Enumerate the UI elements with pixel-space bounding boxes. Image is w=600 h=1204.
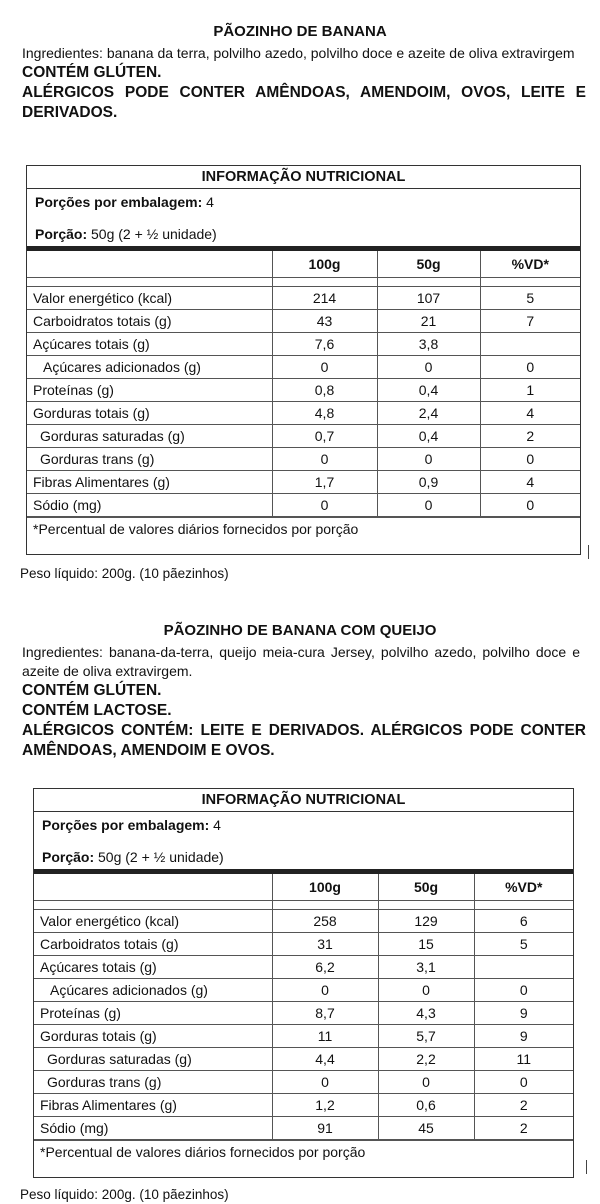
nutrient-value: 258	[272, 910, 378, 933]
nutrient-name: Valor energético (kcal)	[27, 287, 272, 310]
table-row	[27, 425, 580, 448]
nutrient-value: 4	[480, 402, 580, 425]
nutrient-value: 1	[480, 379, 580, 402]
portion-size-label: Porção:	[35, 226, 88, 242]
spacer-row	[27, 278, 580, 287]
nutrient-value: 9	[474, 1002, 573, 1025]
nutrient-value: 3,1	[378, 956, 474, 979]
column-header	[27, 251, 272, 278]
nutrient-value: 4,3	[378, 1002, 474, 1025]
column-header: %VD*	[474, 874, 573, 901]
portions-per-package-value: 4	[209, 817, 221, 833]
table-row	[27, 287, 580, 310]
nutrient-value: 7	[480, 310, 580, 333]
table-row	[34, 1071, 573, 1094]
nutrient-value: 11	[272, 1025, 378, 1048]
nutrient-value: 45	[378, 1117, 474, 1140]
nutrient-value: 15	[378, 933, 474, 956]
nutrient-value: 0,4	[377, 425, 480, 448]
nutrient-value: 0	[272, 494, 377, 517]
nutrient-name: Proteínas (g)	[27, 379, 272, 402]
nutrition-label-header: INFORMAÇÃO NUTRICIONAL	[27, 166, 580, 189]
nutrient-value: 107	[377, 287, 480, 310]
nutrient-value: 9	[474, 1025, 573, 1048]
nutrient-name: Açúcares totais (g)	[34, 956, 272, 979]
nutrient-value: 4,4	[272, 1048, 378, 1071]
nutrient-value: 1,7	[272, 471, 377, 494]
nutrient-value: 8,7	[272, 1002, 378, 1025]
nutrient-value: 0,9	[377, 471, 480, 494]
nutrient-value: 6	[474, 910, 573, 933]
nutrient-value: 2,2	[378, 1048, 474, 1071]
nutrient-value: 5	[474, 933, 573, 956]
table-row	[34, 933, 573, 956]
nutrient-name: Gorduras totais (g)	[34, 1025, 272, 1048]
portions-per-package-label: Porções por embalagem:	[42, 817, 210, 833]
table-header-row	[27, 251, 580, 278]
nutrient-value: 11	[474, 1048, 573, 1071]
nutrition-label	[26, 165, 581, 555]
nutrient-value: 2	[474, 1094, 573, 1117]
nutrient-value: 21	[377, 310, 480, 333]
nutrient-value	[474, 956, 573, 979]
product-section	[0, 0, 600, 581]
nutrient-value: 4,8	[272, 402, 377, 425]
nutrient-value: 91	[272, 1117, 378, 1140]
nutrient-name: Açúcares adicionados (g)	[34, 979, 272, 1002]
nutrient-value: 2,4	[377, 402, 480, 425]
nutrient-value: 4	[480, 471, 580, 494]
nutrient-value: 5	[480, 287, 580, 310]
nutrient-value: 0,8	[272, 379, 377, 402]
nutrient-value: 0	[272, 448, 377, 471]
gluten-warning: CONTÉM GLÚTEN.	[22, 64, 162, 81]
portion-size-value: 50g (2 + ½ unidade)	[94, 849, 224, 865]
table-row	[34, 979, 573, 1002]
nutrition-label	[33, 788, 574, 1178]
nutrient-value: 0	[377, 448, 480, 471]
nutrient-name: Gorduras trans (g)	[27, 448, 272, 471]
nutrient-value: 214	[272, 287, 377, 310]
nutrient-name: Valor energético (kcal)	[34, 910, 272, 933]
table-footnote: *Percentual de valores diários fornecidos por porção	[27, 517, 580, 540]
table-row	[27, 356, 580, 379]
allergen-warning: ALÉRGICOS PODE CONTER AMÊNDOAS, AMENDOIM, OVOS, LEITE E DERIVADOS.	[22, 84, 586, 121]
table-row	[34, 1025, 573, 1048]
table-header-row	[34, 874, 573, 901]
column-header: 100g	[272, 251, 377, 278]
table-row	[34, 1048, 573, 1071]
table-row	[34, 910, 573, 933]
portion-size-label: Porção:	[42, 849, 95, 865]
table-row	[34, 956, 573, 979]
table-row	[27, 471, 580, 494]
portion-info	[34, 812, 573, 874]
margin-mark	[586, 1160, 587, 1174]
margin-mark	[588, 545, 589, 559]
nutrient-value: 6,2	[272, 956, 378, 979]
portions-per-package-label: Porções por embalagem:	[35, 194, 203, 210]
ingredients-text: Ingredientes: banana da terra, polvilho azedo, polvilho doce e azeite de oliva extravirgem	[22, 45, 575, 61]
column-header: 50g	[378, 874, 474, 901]
table-row	[27, 333, 580, 356]
nutrient-value: 0	[378, 979, 474, 1002]
nutrient-name: Gorduras totais (g)	[27, 402, 272, 425]
product-title: PÃOZINHO DE BANANA COM QUEIJO	[163, 622, 437, 639]
lactose-warning: CONTÉM LACTOSE.	[22, 702, 172, 719]
table-row	[34, 1002, 573, 1025]
nutrient-value: 0	[480, 356, 580, 379]
table-row	[34, 1117, 573, 1140]
portions-per-package-value: 4	[202, 194, 214, 210]
nutrient-value: 5,7	[378, 1025, 474, 1048]
column-header: %VD*	[480, 251, 580, 278]
table-row	[27, 494, 580, 517]
column-header: 100g	[272, 874, 378, 901]
product-section	[0, 620, 600, 1202]
product-title: PÃOZINHO DE BANANA	[213, 23, 387, 40]
nutrient-value: 0	[272, 356, 377, 379]
gluten-warning: CONTÉM GLÚTEN.	[22, 682, 162, 699]
table-row	[27, 448, 580, 471]
nutrient-value: 2	[480, 425, 580, 448]
nutrient-value: 0	[272, 1071, 378, 1094]
nutrient-name: Carboidratos totais (g)	[34, 933, 272, 956]
nutrient-name: Sódio (mg)	[34, 1117, 272, 1140]
table-row	[27, 379, 580, 402]
nutrient-value: 2	[474, 1117, 573, 1140]
nutrient-name: Açúcares adicionados (g)	[27, 356, 272, 379]
nutrition-table	[27, 251, 580, 517]
table-footnote: *Percentual de valores diários fornecidos por porção	[34, 1140, 573, 1163]
nutrient-value: 0	[377, 356, 480, 379]
nutrient-value: 0,7	[272, 425, 377, 448]
nutrient-value: 0	[480, 448, 580, 471]
nutrient-name: Gorduras trans (g)	[34, 1071, 272, 1094]
nutrient-name: Açúcares totais (g)	[27, 333, 272, 356]
nutrient-name: Gorduras saturadas (g)	[27, 425, 272, 448]
nutrition-table	[34, 874, 573, 1140]
table-row	[34, 1094, 573, 1117]
allergen-warning: ALÉRGICOS CONTÉM: LEITE E DERIVADOS. ALÉRGICOS PODE CONTER AMÊNDOAS, AMENDOIM E OVOS.	[22, 722, 586, 759]
portion-size-value: 50g (2 + ½ unidade)	[87, 226, 217, 242]
nutrient-name: Carboidratos totais (g)	[27, 310, 272, 333]
table-row	[27, 310, 580, 333]
nutrient-value: 7,6	[272, 333, 377, 356]
nutrient-value: 0	[474, 979, 573, 1002]
nutrient-value: 0	[480, 494, 580, 517]
nutrient-name: Fibras Alimentares (g)	[34, 1094, 272, 1117]
nutrient-value: 0	[272, 979, 378, 1002]
table-row	[27, 402, 580, 425]
spacer-row	[34, 901, 573, 910]
nutrient-value: 43	[272, 310, 377, 333]
column-header: 50g	[377, 251, 480, 278]
nutrient-value: 31	[272, 933, 378, 956]
nutrient-value: 0	[377, 494, 480, 517]
nutrient-value: 3,8	[377, 333, 480, 356]
column-header	[34, 874, 272, 901]
nutrition-label-header: INFORMAÇÃO NUTRICIONAL	[34, 789, 573, 812]
net-weight: Peso líquido: 200g. (10 pãezinhos)	[20, 1187, 229, 1202]
nutrient-value: 129	[378, 910, 474, 933]
nutrient-name: Fibras Alimentares (g)	[27, 471, 272, 494]
nutrient-value: 0,6	[378, 1094, 474, 1117]
nutrient-name: Gorduras saturadas (g)	[34, 1048, 272, 1071]
nutrient-value: 0	[378, 1071, 474, 1094]
nutrient-value	[480, 333, 580, 356]
net-weight: Peso líquido: 200g. (10 pãezinhos)	[20, 566, 229, 581]
nutrient-value: 0,4	[377, 379, 480, 402]
nutrient-name: Proteínas (g)	[34, 1002, 272, 1025]
nutrient-name: Sódio (mg)	[27, 494, 272, 517]
portion-info	[27, 189, 580, 251]
nutrient-value: 1,2	[272, 1094, 378, 1117]
nutrient-value: 0	[474, 1071, 573, 1094]
ingredients-text: Ingredientes: banana-da-terra, queijo meia-cura Jersey, polvilho azedo, polvilho doce e azeite de oliva extravirgem.	[22, 644, 580, 679]
